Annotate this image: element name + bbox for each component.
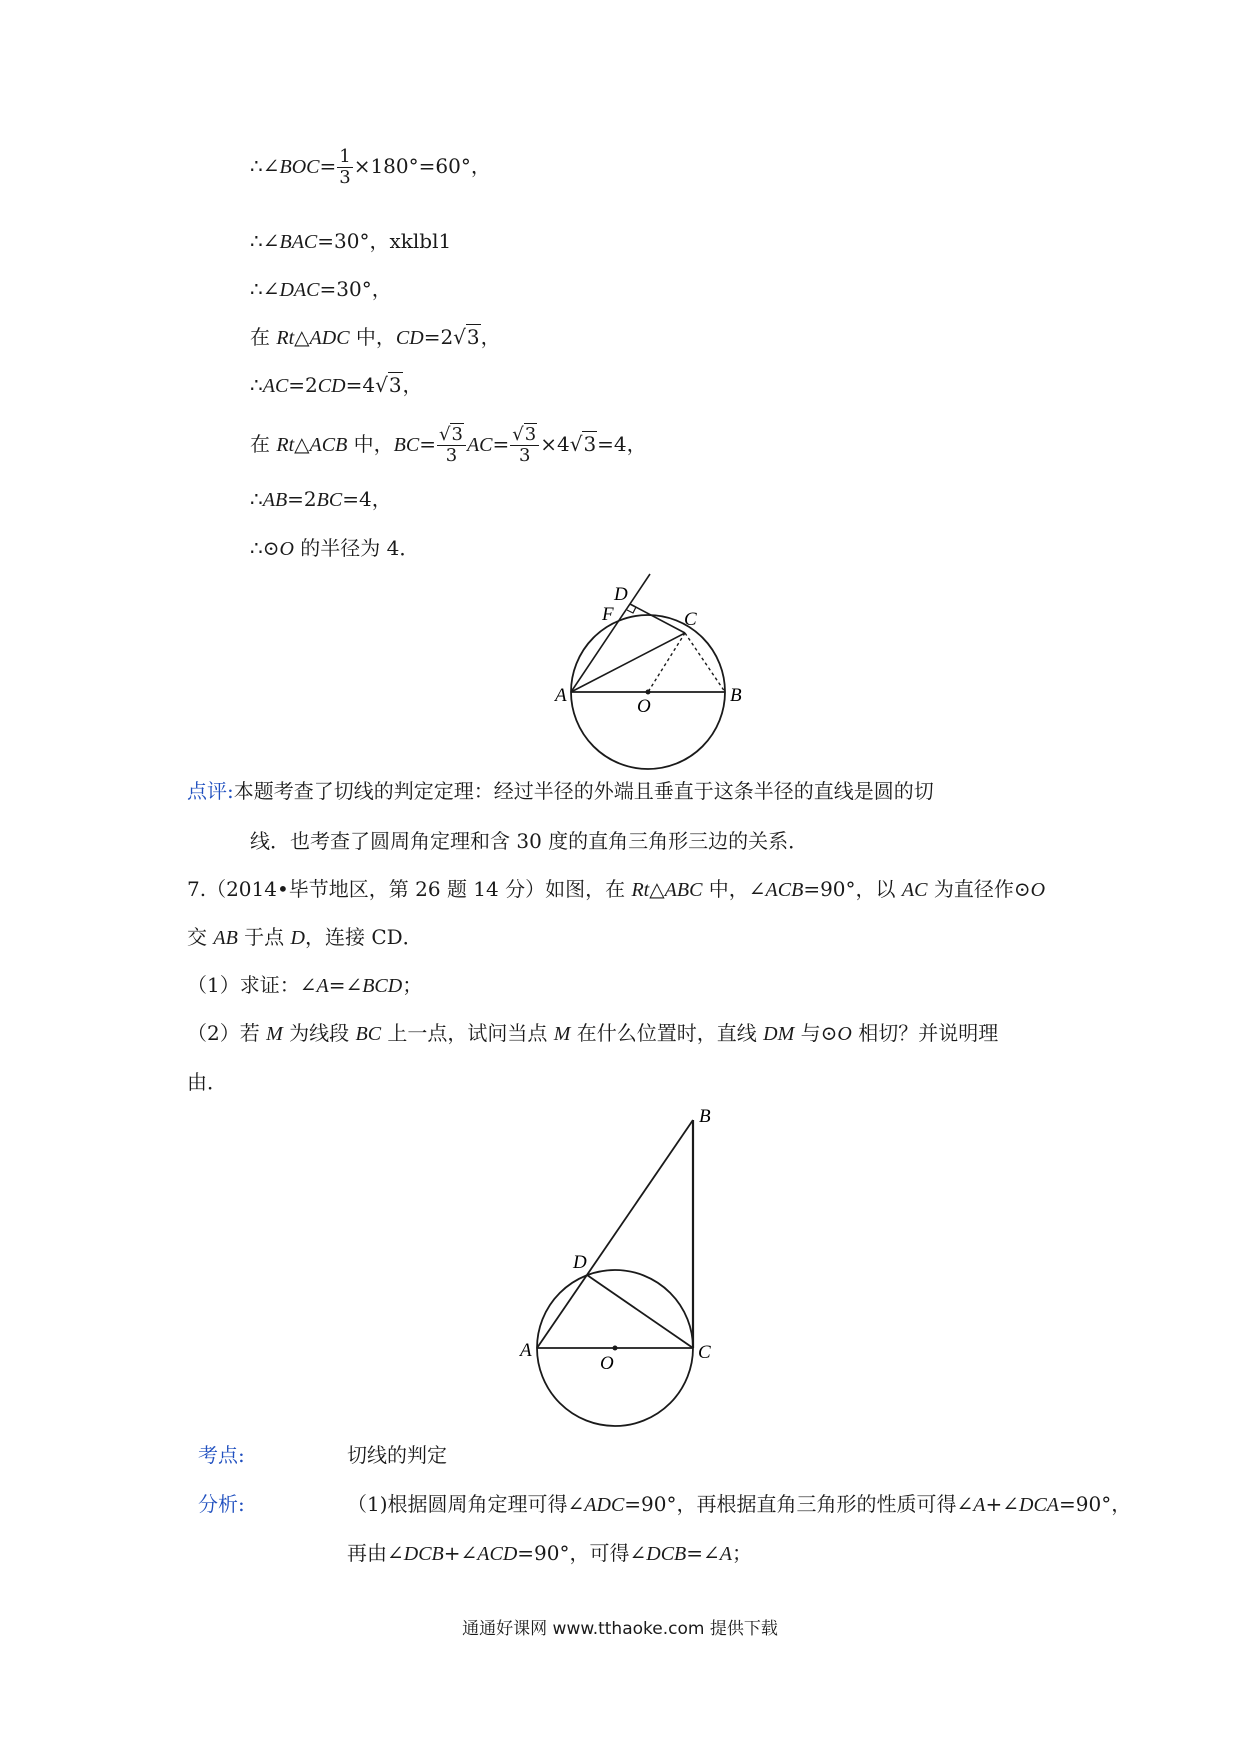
var: CD bbox=[395, 327, 424, 349]
fenxi-line-1 bbox=[347, 1491, 1131, 1518]
comment-line-1 bbox=[187, 778, 934, 804]
text: （1)根据圆周角定理可得∠ bbox=[347, 1492, 585, 1516]
text: =2 bbox=[423, 325, 454, 349]
var: BC bbox=[316, 489, 343, 511]
fraction bbox=[337, 147, 352, 188]
var: O bbox=[1030, 879, 1046, 901]
text: 中，∠ bbox=[702, 877, 766, 901]
kaodian-label: 考点: bbox=[198, 1443, 245, 1467]
var: CD bbox=[317, 375, 346, 397]
solution-line-1 bbox=[250, 147, 491, 188]
sqrt: √3 bbox=[569, 432, 597, 456]
label-a: A bbox=[520, 1340, 532, 1361]
text: =4 bbox=[345, 373, 376, 397]
text: =30°， bbox=[319, 277, 392, 301]
text: 交 bbox=[187, 925, 214, 949]
text: = bbox=[419, 432, 436, 456]
text: =4， bbox=[342, 487, 392, 511]
text: ∴∠ bbox=[250, 277, 280, 301]
page-footer: 通通好课网 www.tthaoke.com 提供下载 bbox=[462, 1619, 778, 1639]
text: ∴ bbox=[250, 487, 263, 511]
sqrt: √3 bbox=[453, 325, 480, 349]
radicand: 3 bbox=[388, 373, 402, 397]
text: =90°，以 bbox=[803, 877, 902, 901]
var: BC bbox=[355, 1023, 382, 1045]
numerator: 1 bbox=[339, 146, 351, 167]
solution-line-6 bbox=[250, 425, 647, 466]
text: =30°，xklbl1 bbox=[317, 229, 452, 253]
text: 中， bbox=[349, 325, 396, 349]
text: 相切？并说明理 bbox=[851, 1021, 999, 1045]
denominator: 3 bbox=[339, 167, 351, 188]
text: 再由∠ bbox=[347, 1541, 404, 1565]
text: =90°， bbox=[1059, 1492, 1132, 1516]
numerator: √3 bbox=[510, 425, 539, 446]
text: +∠ bbox=[443, 1541, 478, 1565]
var: A bbox=[316, 975, 329, 997]
var: ACB bbox=[765, 879, 804, 901]
var: O bbox=[837, 1023, 852, 1045]
text: ； bbox=[402, 973, 423, 997]
question-7-line-1 bbox=[187, 876, 1045, 903]
var: AC bbox=[466, 434, 493, 456]
line-ab bbox=[537, 1120, 693, 1348]
var: BAC bbox=[279, 231, 318, 253]
var: DCB bbox=[646, 1543, 687, 1565]
text: =90°，再根据直角三角形的性质可得∠ bbox=[624, 1492, 974, 1516]
text: ∴∠ bbox=[250, 154, 280, 178]
center-point bbox=[646, 690, 651, 695]
label-b: B bbox=[699, 1106, 711, 1127]
var: O bbox=[279, 538, 294, 560]
var: DCB bbox=[403, 1543, 444, 1565]
var: ACB bbox=[309, 434, 348, 456]
text: （1）求证：∠ bbox=[187, 973, 317, 997]
text: △ bbox=[294, 432, 310, 456]
text: ∴ bbox=[250, 373, 263, 397]
sqrt: √3 bbox=[375, 373, 402, 397]
comment-text: 线．也考查了圆周角定理和含 30 度的直角三角形三边的关系． bbox=[250, 829, 809, 853]
right-angle-mark bbox=[627, 607, 636, 613]
fraction bbox=[510, 425, 539, 466]
var: DAC bbox=[279, 279, 320, 301]
denominator: 3 bbox=[519, 445, 531, 466]
text: ×180°=60°， bbox=[353, 154, 491, 178]
label-c: C bbox=[684, 609, 697, 630]
radicand: 3 bbox=[451, 424, 463, 445]
label-o: O bbox=[600, 1353, 614, 1374]
var: ACD bbox=[477, 1543, 518, 1565]
label-o: O bbox=[637, 696, 651, 717]
fenxi-label: 分析: bbox=[198, 1492, 245, 1516]
text: ∴∠ bbox=[250, 229, 280, 253]
radicand: 3 bbox=[524, 424, 537, 445]
var: AB bbox=[262, 489, 288, 511]
label-b: B bbox=[730, 685, 742, 706]
text: 在 bbox=[250, 432, 277, 456]
text: +∠ bbox=[985, 1492, 1019, 1516]
text: =90°，可得∠ bbox=[517, 1541, 647, 1565]
fenxi-row bbox=[198, 1491, 245, 1517]
var: A bbox=[973, 1494, 986, 1516]
numerator: √3 bbox=[437, 425, 466, 446]
line-dc bbox=[630, 604, 685, 633]
solution-line-5 bbox=[250, 372, 423, 399]
comment-text: 本题考查了切线的判定定理：经过半径的外端且垂直于这条半径的直线是圆的切 bbox=[233, 779, 934, 803]
text: 中， bbox=[347, 432, 394, 456]
comment-line-2 bbox=[250, 828, 808, 854]
text: 由． bbox=[187, 1070, 227, 1094]
var: M bbox=[553, 1023, 571, 1045]
var: BC bbox=[393, 434, 420, 456]
denominator: 3 bbox=[445, 445, 458, 466]
center-point bbox=[613, 1346, 618, 1351]
text: △ bbox=[294, 325, 310, 349]
var: A bbox=[719, 1543, 732, 1565]
question-7-part-1 bbox=[187, 972, 422, 999]
text: 于点 bbox=[237, 925, 291, 949]
line-dc bbox=[587, 1275, 693, 1348]
text: =2 bbox=[288, 373, 318, 397]
var: AC bbox=[262, 375, 289, 397]
text: = bbox=[319, 154, 337, 178]
solution-line-7 bbox=[250, 486, 392, 513]
fraction bbox=[437, 425, 466, 466]
solution-line-3 bbox=[250, 276, 392, 303]
var: BOC bbox=[279, 156, 320, 178]
var: DCA bbox=[1019, 1494, 1059, 1516]
text: 与⊙ bbox=[794, 1021, 838, 1045]
kaodian-text: 切线的判定 bbox=[347, 1443, 447, 1467]
var: AC bbox=[901, 879, 928, 901]
text: 7.（2014•毕节地区，第 26 题 14 分）如图，在 bbox=[187, 877, 632, 901]
var: ADC bbox=[584, 1494, 625, 1516]
solution-line-4 bbox=[250, 324, 501, 351]
kaodian-row bbox=[198, 1442, 245, 1468]
text: ×4 bbox=[540, 432, 570, 456]
text: ，连接 CD． bbox=[304, 925, 423, 949]
radicand: 3 bbox=[583, 432, 597, 456]
solution-line-8 bbox=[250, 535, 419, 562]
question-7-line-2 bbox=[187, 924, 423, 951]
var: ADC bbox=[309, 327, 350, 349]
line-ac bbox=[571, 633, 685, 692]
label-a: A bbox=[555, 685, 567, 706]
var: Rt bbox=[276, 434, 295, 456]
text: =∠ bbox=[686, 1541, 720, 1565]
text: ， bbox=[480, 325, 501, 349]
text: 上一点，试问当点 bbox=[381, 1021, 554, 1045]
var: DM bbox=[763, 1023, 795, 1045]
var: Rt bbox=[276, 327, 295, 349]
text: =∠ bbox=[328, 973, 363, 997]
text: 在什么位置时，直线 bbox=[570, 1021, 764, 1045]
text: =4， bbox=[597, 432, 647, 456]
var: AB bbox=[213, 927, 238, 949]
comment-label: 点评: bbox=[187, 779, 234, 803]
text: ∴⊙ bbox=[250, 536, 280, 560]
var: D bbox=[290, 927, 305, 949]
text: △ bbox=[649, 877, 665, 901]
var: BCD bbox=[362, 975, 403, 997]
kaodian-text-row bbox=[347, 1442, 447, 1468]
text: ， bbox=[402, 373, 423, 397]
question-7-part-2 bbox=[187, 1020, 998, 1047]
var: ABC bbox=[664, 879, 703, 901]
geometry-figure-1 bbox=[550, 570, 750, 770]
geometry-figure-2 bbox=[515, 1100, 745, 1450]
text: = bbox=[492, 432, 510, 456]
question-7-part-2-cont bbox=[187, 1069, 227, 1095]
text: 在 bbox=[250, 325, 277, 349]
solution-line-2 bbox=[250, 228, 451, 255]
text: ； bbox=[731, 1541, 752, 1565]
label-f: F bbox=[602, 604, 614, 625]
text: （2）若 bbox=[187, 1021, 267, 1045]
label-d: D bbox=[573, 1252, 587, 1273]
var: M bbox=[266, 1023, 283, 1045]
radicand: 3 bbox=[466, 325, 480, 349]
text: =2 bbox=[287, 487, 317, 511]
label-d: D bbox=[614, 584, 628, 605]
fenxi-line-2 bbox=[347, 1540, 752, 1567]
line-ad bbox=[571, 574, 650, 692]
text: 为直径作⊙ bbox=[927, 877, 1031, 901]
var: Rt bbox=[631, 879, 650, 901]
text: 为线段 bbox=[282, 1021, 356, 1045]
text: 的半径为 4． bbox=[293, 536, 420, 560]
label-c: C bbox=[698, 1342, 711, 1363]
